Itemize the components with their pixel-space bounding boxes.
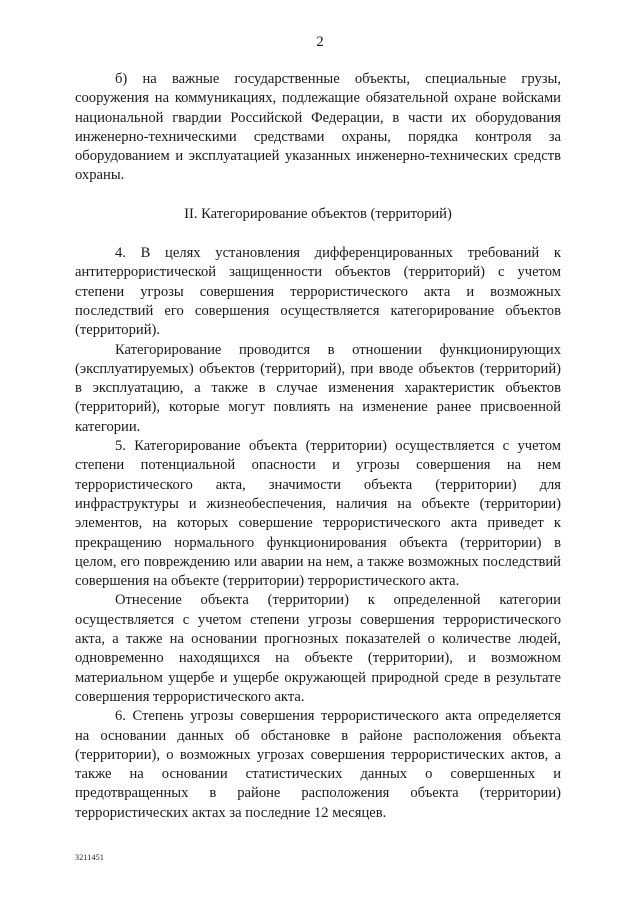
paragraph-5: 5. Категорирование объекта (территории) осуществляется с учетом степени потенциальной опасности и угрозы совершения на нем террористического акта, значимости объекта (территории) для инфраструктуры и жизнеобеспечения, наличия на объекте (территории) элементов, на которых совершение террористического акта приведет к прекращению нормального функционирования объекта (территории) в целом, его повреждению или аварии на нем, а также возможных последствий совершения на объекте (территории) террористического акта. [75, 438, 561, 590]
paragraph-4-categorization: Категорирование проводится в отношении функционирующих (эксплуатируемых) объектов (территорий), при вводе объектов (территорий) в эксплуатацию, а также в случае изменения характеристик объектов (территорий), которые могут повлиять на изменение ранее присвоенной категории. [75, 341, 561, 435]
document-code: 3211451 [75, 853, 105, 862]
document-body [75, 70, 561, 823]
paragraph-b: б) на важные государственные объекты, специальные грузы, сооружения на коммуникациях, подлежащие обязательной охране войсками национальной гвардии Российской Федерации, в части их оборудования инженерно-техническими средствами охраны, порядка контроля за оборудованием и эксплуатацией указанных инженерно-технических средств охраны. [75, 71, 561, 184]
paragraph-6: 6. Степень угрозы совершения террористического акта определяется на основании данных об обстановке в районе расположения объекта (территории), о возможных угрозах совершения террористических актов, а также на основании статистических данных о совершенных и предотвращенных в районе расположения объекта (территории) террористических актах за последние 12 месяцев. [75, 708, 561, 821]
paragraph-5-assignment: Отнесение объекта (территории) к определенной категории осуществляется с учетом степени угрозы совершения террористического акта, а также на основании прогнозных показателей о количестве людей, одновременно находящихся на объекте (территории), и возможном материальном ущербе и ущербе окружающей природной среде в результате совершения террористического акта. [75, 592, 561, 705]
section-heading: II. Категорирование объектов (территорий) [184, 205, 452, 222]
paragraph-4: 4. В целях установления дифференцированных требований к антитеррористической защищенности объектов (территорий) с учетом степени угрозы совершения террористического акта и возможных последствий его совершения осуществляется категорирование объектов (территорий). [75, 245, 561, 339]
page-number: 2 [316, 34, 324, 50]
